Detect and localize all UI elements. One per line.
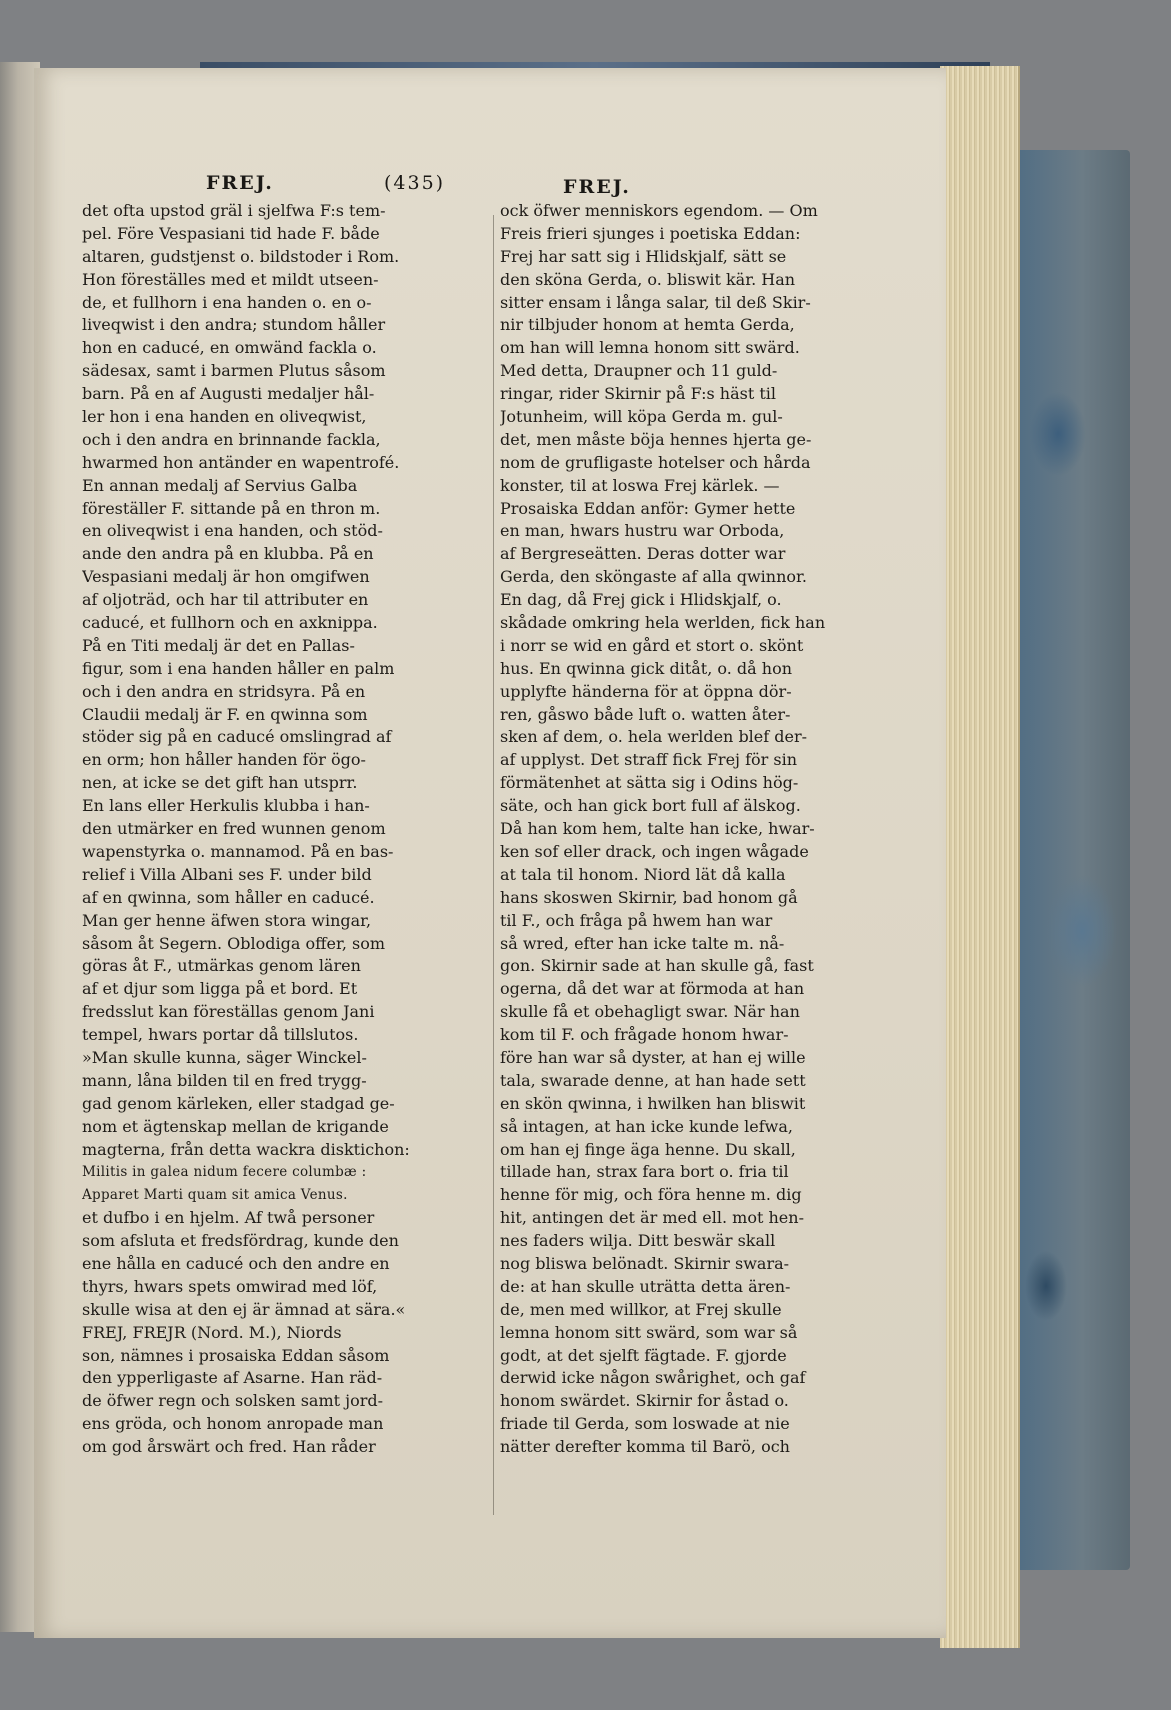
left-column-line: Apparet Marti quam sit amica Venus. [82, 1187, 348, 1204]
left-column-line: sädesax, samt i barmen Plutus såsom [82, 361, 386, 381]
left-column-line: af en qwinna, som håller en caducé. [82, 887, 375, 907]
right-column-line: skulle få et obehagligt swar. När han [500, 1002, 800, 1022]
right-column-line: ken sof eller drack, och ingen wågade [500, 841, 809, 861]
right-column-line: honom swärdet. Skirnir for åstad o. [500, 1391, 789, 1411]
left-column-line: den ypperligaste af Asarne. Han räd- [82, 1368, 383, 1388]
left-column-line: liveqwist i den andra; stundom håller [82, 315, 386, 335]
right-column-line: så wred, efter han icke talte m. nå- [500, 933, 785, 953]
right-column-line: i norr se wid en gård et stort o. skönt [500, 635, 804, 655]
left-column-line: och i den andra en brinnande fackla, [82, 429, 381, 449]
right-running-head: FREJ. [563, 176, 631, 198]
left-column-line: ens gröda, och honom anropade man [82, 1414, 384, 1434]
left-column-line: af et djur som ligga på et bord. Et [82, 979, 358, 999]
right-column-line: en man, hwars hustru war Orboda, [500, 521, 785, 541]
right-column-line: Frej har satt sig i Hlidskjalf, sätt se [500, 246, 787, 266]
left-column-line: om god årswärt och fred. Han råder [82, 1437, 376, 1457]
left-column-line: En lans eller Herkulis klubba i han- [82, 796, 370, 816]
right-column-line: den sköna Gerda, o. bliswit kär. Han [500, 269, 796, 289]
right-column-line: nom de grufligaste hotelser och hårda [500, 452, 811, 472]
right-column-line: ren, gåswo både luft o. watten åter- [500, 704, 791, 724]
right-column-line: om han will lemna honom sitt swärd. [500, 338, 800, 358]
right-column-line: af upplyst. Det straff fick Frej för sin [500, 750, 797, 770]
left-column-line: figur, som i ena handen håller en palm [82, 658, 395, 678]
right-column-line: hans skoswen Skirnir, bad honom gå [500, 887, 798, 907]
left-column-line: magterna, från detta wackra disktichon: [82, 1139, 410, 1159]
right-column-line: godt, at det sjelft fägtade. F. gjorde [500, 1345, 787, 1365]
right-column-line: en skön qwinna, i hwilken han bliswit [500, 1093, 806, 1113]
page-number: (435) [384, 172, 446, 194]
right-column-line: Jotunheim, will köpa Gerda m. gul- [500, 407, 783, 427]
right-column-line: nes faders wilja. Ditt beswär skall [500, 1231, 776, 1251]
left-column-line: altaren, gudstjenst o. bildstoder i Rom. [82, 246, 400, 266]
left-column-line: gad genom kärleken, eller stadgad ge- [82, 1093, 395, 1113]
left-column-line: en orm; hon håller handen för ögo- [82, 750, 366, 770]
left-column-line: nom et ägtenskap mellan de krigande [82, 1116, 389, 1136]
left-column-line: relief i Villa Albani ses F. under bild [82, 864, 372, 884]
left-column-line: fredsslut kan föreställas genom Jani [82, 1002, 375, 1022]
right-column-line: nog bliswa belönadt. Skirnir swara- [500, 1253, 790, 1273]
right-column-line: de: at han skulle uträtta detta ären- [500, 1276, 791, 1296]
right-column-line: så intagen, at han icke kunde lefwa, [500, 1116, 793, 1136]
right-column-line: upplyfte händerna för at öppna dör- [500, 681, 792, 701]
left-column-line: FREJ, FREJR (Nord. M.), Niords [82, 1322, 342, 1342]
left-column-line: de, et fullhorn i ena handen o. en o- [82, 292, 372, 312]
right-column-line: skådade omkring hela werlden, fick han [500, 613, 826, 633]
right-column-line: derwid icke någon swårighet, och gaf [500, 1368, 806, 1388]
right-column-line: nätter derefter komma til Barö, och [500, 1437, 790, 1457]
right-column-line: gon. Skirnir sade at han skulle gå, fast [500, 956, 814, 976]
right-column-line: tala, swarade denne, at han hade sett [500, 1070, 806, 1090]
left-column-line: den utmärker en fred wunnen genom [82, 819, 386, 839]
left-column-line: det ofta upstod gräl i sjelfwa F:s tem- [82, 201, 386, 220]
left-column-line: nen, at icke se det gift han utsprr. [82, 773, 358, 793]
left-column-line: Hon föreställes med et mildt utseen- [82, 269, 379, 289]
right-column-line: hit, antingen det är med ell. mot hen- [500, 1208, 804, 1228]
right-column-line: sitter ensam i långa salar, til deß Skir- [500, 292, 811, 312]
left-text-column [82, 200, 482, 1560]
right-column-line: Prosaiska Eddan anför: Gymer hette [500, 498, 796, 518]
left-column-line: På en Titi medalj är det en Pallas- [82, 635, 355, 655]
left-column-line: thyrs, hwars spets omwirad med löf, [82, 1276, 378, 1296]
right-column-line: til F., och fråga på hwem han war [500, 910, 773, 930]
left-column-line: såsom åt Segern. Oblodiga offer, som [82, 933, 386, 953]
left-column-line: hwarmed hon antänder en wapentrofé. [82, 452, 400, 472]
left-column-line: hon en caducé, en omwänd fackla o. [82, 338, 377, 358]
right-column-line: hus. En qwinna gick ditåt, o. då hon [500, 658, 793, 678]
right-column-line: henne för mig, och föra henne m. dig [500, 1185, 802, 1205]
left-column-line: föreställer F. sittande på en thron m. [82, 498, 381, 518]
right-column-line: ogerna, då det war at förmoda at han [500, 979, 805, 999]
right-column-line: säte, och han gick bort full af älskog. [500, 796, 801, 816]
left-column-line: et dufbo i en hjelm. Af twå personer [82, 1208, 375, 1228]
left-column-line: ler hon i ena handen en oliveqwist, [82, 407, 367, 427]
left-column-line: mann, låna bilden til en fred trygg- [82, 1070, 367, 1090]
left-column-line: wapenstyrka o. mannamod. På en bas- [82, 841, 394, 861]
right-column-line: En dag, då Frej gick i Hlidskjalf, o. [500, 590, 782, 610]
left-column-line: ene hålla en caducé och den andre en [82, 1253, 390, 1273]
left-column-line: göras åt F., utmärkas genom lären [82, 956, 361, 976]
left-column-line: »Man skulle kunna, säger Winckel- [82, 1047, 367, 1067]
right-column-line: om han ej finge äga henne. Du skall, [500, 1139, 796, 1159]
right-column-line: Gerda, den sköngaste af alla qwinnor. [500, 567, 807, 587]
left-column-line: och i den andra en stridsyra. På en [82, 681, 366, 701]
left-column-line: stöder sig på en caducé omslingrad af [82, 727, 392, 747]
right-column-line: af Bergreseätten. Deras dotter war [500, 544, 786, 564]
right-column-line: Freis frieri sjunges i poetiska Eddan: [500, 223, 801, 243]
left-column-line: tempel, hwars portar då tillslutos. [82, 1025, 359, 1045]
left-column-line: skulle wisa at den ej är ämnad at sära.« [82, 1299, 406, 1319]
right-column-line: kom til F. och frågade honom hwar- [500, 1025, 789, 1045]
page-block-edge [940, 66, 1020, 1648]
left-running-head: FREJ. [206, 172, 274, 194]
left-column-line: pel. Före Vespasiani tid hade F. både [82, 223, 380, 243]
right-text-column [500, 200, 900, 1560]
right-column-line: nir tilbjuder honom at hemta Gerda, [500, 315, 795, 335]
running-header [0, 118, 1171, 198]
left-column-line: Claudii medalj är F. en qwinna som [82, 704, 368, 724]
left-column-line: Man ger henne äfwen stora wingar, [82, 910, 372, 930]
right-column-line: lemna honom sitt swärd, som war så [500, 1322, 798, 1342]
left-column-line: son, nämnes i prosaiska Eddan såsom [82, 1345, 390, 1365]
left-column-line: caducé, et fullhorn och en axknippa. [82, 613, 378, 633]
right-column-line: ringar, rider Skirnir på F:s häst til [500, 384, 777, 404]
right-column-line: Då han kom hem, talte han icke, hwar- [500, 819, 815, 839]
left-column-line: Militis in galea nidum fecere columbæ : [82, 1164, 367, 1181]
right-column-line: konster, til at loswa Frej kärlek. — [500, 475, 780, 495]
right-column-line: de, men med willkor, at Frej skulle [500, 1299, 782, 1319]
left-column-line: barn. På en af Augusti medaljer hål- [82, 384, 375, 404]
left-column-line: En annan medalj af Servius Galba [82, 475, 358, 495]
left-column-line: Vespasiani medalj är hon omgifwen [82, 567, 370, 587]
right-column-line: at tala til honom. Niord lät då kalla [500, 864, 786, 884]
right-column-line: förmätenhet at sätta sig i Odins hög- [500, 773, 799, 793]
right-column-line: det, men måste böja hennes hjerta ge- [500, 429, 812, 449]
left-column-line: af oljoträd, och har til attributer en [82, 590, 369, 610]
column-divider [493, 215, 494, 1515]
right-column-line: före han war så dyster, at han ej wille [500, 1047, 806, 1067]
right-column-line: tillade han, strax fara bort o. fria til [500, 1162, 789, 1182]
left-column-line: de öfwer regn och solsken samt jord- [82, 1391, 384, 1411]
right-column-line: Med detta, Draupner och 11 guld- [500, 361, 778, 381]
right-column-line: friade til Gerda, som loswade at nie [500, 1414, 790, 1434]
left-column-line: en oliveqwist i ena handen, och stöd- [82, 521, 383, 541]
right-column-line: ock öfwer menniskors egendom. — Om [500, 201, 818, 220]
book-cover-marbled [1010, 150, 1130, 1570]
left-column-line: ande den andra på en klubba. På en [82, 544, 374, 564]
left-column-line: som afsluta et fredsfördrag, kunde den [82, 1231, 399, 1251]
right-column-line: sken af dem, o. hela werlden blef der- [500, 727, 808, 747]
